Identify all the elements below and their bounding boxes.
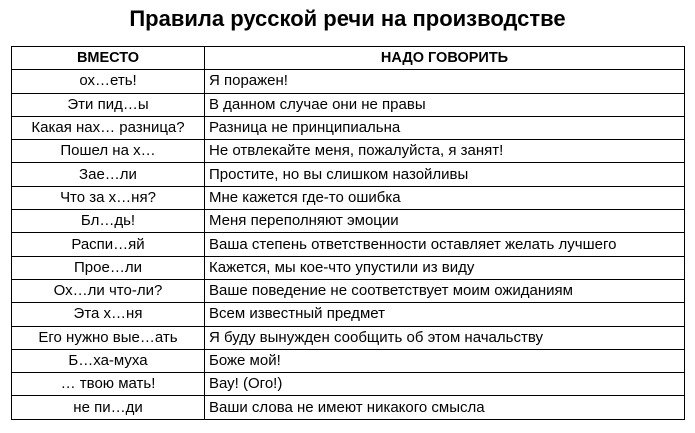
cell-say: Всем известный предмет <box>205 303 685 326</box>
table-header-row <box>12 47 685 70</box>
table-row <box>12 233 685 256</box>
cell-instead: … твою мать! <box>12 373 205 396</box>
cell-say: В данном случае они не правы <box>205 93 685 116</box>
cell-say: Я буду вынужден сообщить об этом начальству <box>205 326 685 349</box>
cell-say: Вау! (Ого!) <box>205 373 685 396</box>
table-row <box>12 93 685 116</box>
header-instead: ВМЕСТО <box>12 47 205 70</box>
cell-say: Я поражен! <box>205 70 685 93</box>
cell-instead: Ох…ли что-ли? <box>12 279 205 302</box>
table-row <box>12 373 685 396</box>
cell-instead: Б…ха-муха <box>12 349 205 372</box>
cell-instead: Что за х…ня? <box>12 186 205 209</box>
cell-say: Простите, но вы слишком назойливы <box>205 163 685 186</box>
header-say: НАДО ГОВОРИТЬ <box>205 47 685 70</box>
cell-instead: Пошел на х… <box>12 140 205 163</box>
table-row <box>12 70 685 93</box>
cell-instead: Зае…ли <box>12 163 205 186</box>
table-row <box>12 396 685 419</box>
cell-say: Разница не принципиальна <box>205 116 685 139</box>
table-row <box>12 303 685 326</box>
table-row <box>12 140 685 163</box>
cell-say: Ваше поведение не соответствует моим ожиданиям <box>205 279 685 302</box>
table-row <box>12 210 685 233</box>
cell-say: Ваши слова не имеют никакого смысла <box>205 396 685 419</box>
table-row <box>12 116 685 139</box>
page-title: Правила русской речи на производстве <box>129 6 566 31</box>
table-row <box>12 186 685 209</box>
cell-instead: ох…еть! <box>12 70 205 93</box>
cell-say: Мне кажется где-то ошибка <box>205 186 685 209</box>
cell-say: Кажется, мы кое-что упустили из виду <box>205 256 685 279</box>
cell-instead: Его нужно вые…ать <box>12 326 205 349</box>
cell-say: Боже мой! <box>205 349 685 372</box>
table-row <box>12 163 685 186</box>
cell-instead: Распи…яй <box>12 233 205 256</box>
rules-table <box>11 46 685 420</box>
cell-instead: не пи…ди <box>12 396 205 419</box>
cell-instead: Эта х…ня <box>12 303 205 326</box>
cell-instead: Прое…ли <box>12 256 205 279</box>
table-row <box>12 326 685 349</box>
cell-instead: Какая нах… разница? <box>12 116 205 139</box>
cell-instead: Эти пид…ы <box>12 93 205 116</box>
cell-say: Ваша степень ответственности оставляет желать лучшего <box>205 233 685 256</box>
table-row <box>12 256 685 279</box>
cell-instead: Бл…дь! <box>12 210 205 233</box>
table-row <box>12 349 685 372</box>
table-row <box>12 279 685 302</box>
cell-say: Не отвлекайте меня, пожалуйста, я занят! <box>205 140 685 163</box>
cell-say: Меня переполняют эмоции <box>205 210 685 233</box>
